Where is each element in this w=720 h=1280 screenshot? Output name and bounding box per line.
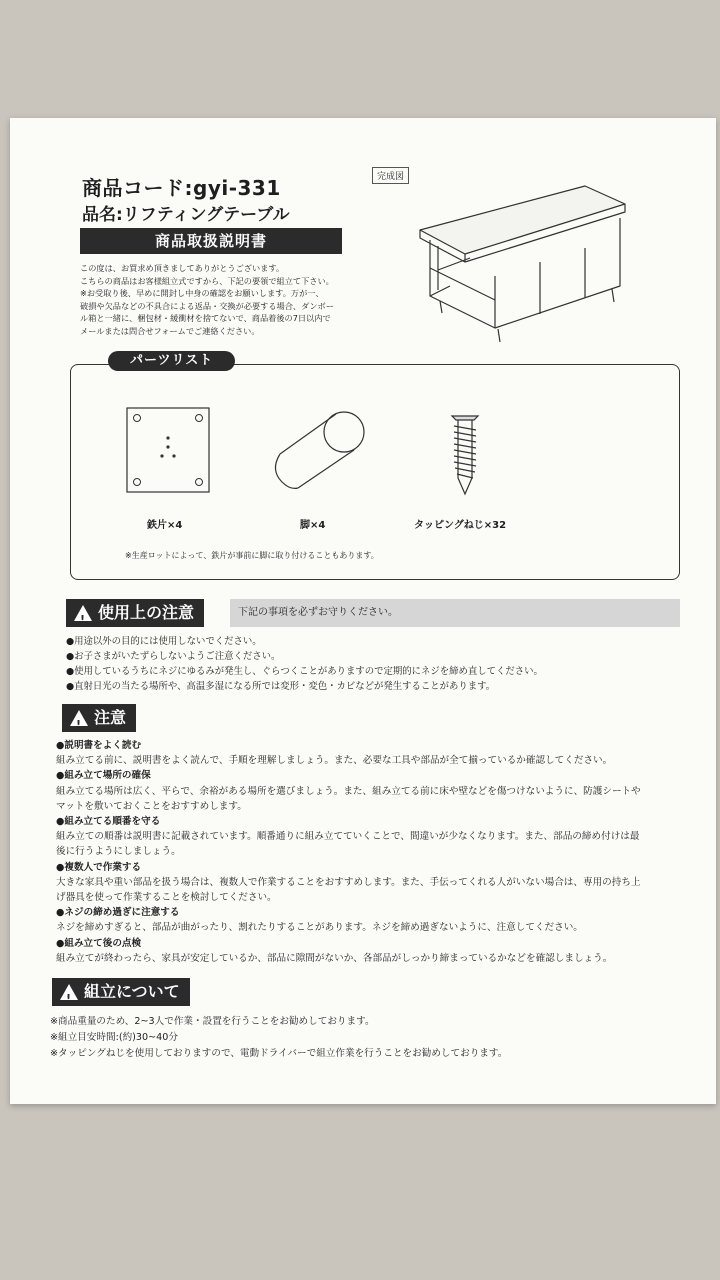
caution-heading: ●組み立て後の点検 <box>56 937 142 949</box>
list-item: ※組立目安時間:(約)30~40分 <box>50 1032 178 1043</box>
parts-item-label: 鉄片×4 <box>147 520 183 531</box>
product-name: 品名:リフティングテーブル <box>82 205 290 225</box>
assembly-section-header <box>52 978 190 1006</box>
intro-line: こちらの商品はお客様組立式ですから、下記の要領で組立て下さい。 <box>80 275 334 286</box>
usage-list <box>66 634 543 694</box>
list-item: ※タッピングねじを使用しておりますので、電動ドライバーで組立作業を行うことをお勧めしております。 <box>50 1048 508 1059</box>
list-item: ※商品重量のため、2~3人で作業・設置を行うことをお勧めしております。 <box>50 1016 375 1027</box>
complete-diagram-label: 完成図 <box>372 167 409 184</box>
assembly-list <box>50 1014 507 1062</box>
intro-line: メールまたは問合せフォームでご連絡ください。 <box>80 325 260 336</box>
usage-section-header <box>66 599 204 627</box>
assembly-title: 組立について <box>84 982 180 1001</box>
caution-list <box>56 738 641 966</box>
usage-subtitle: 下記の事項を必ずお守りください。 <box>230 599 680 627</box>
lifting-table-illustration <box>410 178 640 343</box>
manual-title: 商品取扱説明書 <box>80 228 342 254</box>
warning-icon <box>70 710 88 726</box>
caution-text: 組み立てる前に、説明書をよく読んで、手順を理解しましょう。また、必要な工具や部品が全て揃っているか確認してください。 <box>56 755 613 767</box>
caution-text: 組み立てが終わったら、家具が安定しているか、部品に隙間がないか、各部品がしっかり締まっているかなどを確認しましょう。 <box>56 952 613 964</box>
intro-line: この度は、お買求め頂きましてありがとうございます。 <box>80 263 285 273</box>
caution-section-header <box>62 704 136 732</box>
caution-heading: ●説明書をよく読む <box>56 740 142 751</box>
caution-text: 組み立てる場所は広く、平らで、余裕がある場所を選びましょう。また、組み立てる前に床や壁などを傷つけないように、防護シートや <box>56 785 641 797</box>
intro-line: ル箱と一緒に、梱包材・緩衝材を捨てないで、商品着後の7日以内で <box>80 313 331 324</box>
intro-text <box>80 262 370 338</box>
intro-line: 破損や欠品などの不具合による返品・交換が必要する場合、ダンボー <box>80 300 334 311</box>
parts-note: ※生産ロットによって、鉄片が事前に脚に取り付けることもあります。 <box>125 551 379 560</box>
product-code: 商品コード:gyi-331 <box>82 176 281 200</box>
intro-line: ※お受取り後、早めに開封し中身の確認をお願いします。万が一、 <box>80 288 324 299</box>
caution-title: 注意 <box>94 708 127 727</box>
warning-icon <box>60 984 78 1000</box>
list-item: ●使用しているうちにネジにゆるみが発生し、ぐらつくことがありますので定期的にネジを締め直してください。 <box>66 666 543 677</box>
caution-heading: ●複数人で作業する <box>56 861 142 873</box>
caution-text: 大きな家具や重い部品を扱う場合は、複数人で作業することをおすすめします。また、手伝ってくれる人がいない場合は、専用の持ち上 <box>56 876 641 888</box>
caution-text: げ器具を使って作業することを検討してください。 <box>56 892 277 904</box>
caution-text: 組み立ての順番は説明書に記載されています。順番通りに組み立てていくことで、間違いが少なくなります。また、部品の締め付けは最 <box>56 831 640 843</box>
caution-text: 後に行うようにしましょう。 <box>56 846 181 858</box>
caution-heading: ●組み立てる順番を守る <box>56 816 161 828</box>
caution-text: マットを敷いておくことをおすすめします。 <box>56 800 247 812</box>
list-item: ●直射日光の当たる場所や、高温多湿になる所では変形・変色・カビなどが発生することがあります。 <box>66 681 496 692</box>
caution-heading: ●組み立て場所の確保 <box>56 770 151 782</box>
parts-item-label: タッピングねじ×32 <box>414 520 507 531</box>
leg-icon <box>268 410 368 492</box>
metal-plate-icon <box>125 406 211 494</box>
warning-icon <box>74 605 92 621</box>
parts-list-title: パーツリスト <box>108 351 235 371</box>
caution-heading: ●ネジの締め過ぎに注意する <box>56 907 180 919</box>
screw-icon <box>450 410 480 496</box>
instruction-sheet <box>10 118 716 1104</box>
usage-title: 使用上の注意 <box>98 603 195 622</box>
list-item: ●用途以外の目的には使用しないでください。 <box>66 636 262 647</box>
list-item: ●お子さまがいたずらしないようご注意ください。 <box>66 651 281 662</box>
caution-text: ネジを締めすぎると、部品が曲がったり、割れたりすることがあります。ネジを締め過ぎないように、注意してください。 <box>56 922 583 934</box>
parts-item-label: 脚×4 <box>300 520 326 531</box>
